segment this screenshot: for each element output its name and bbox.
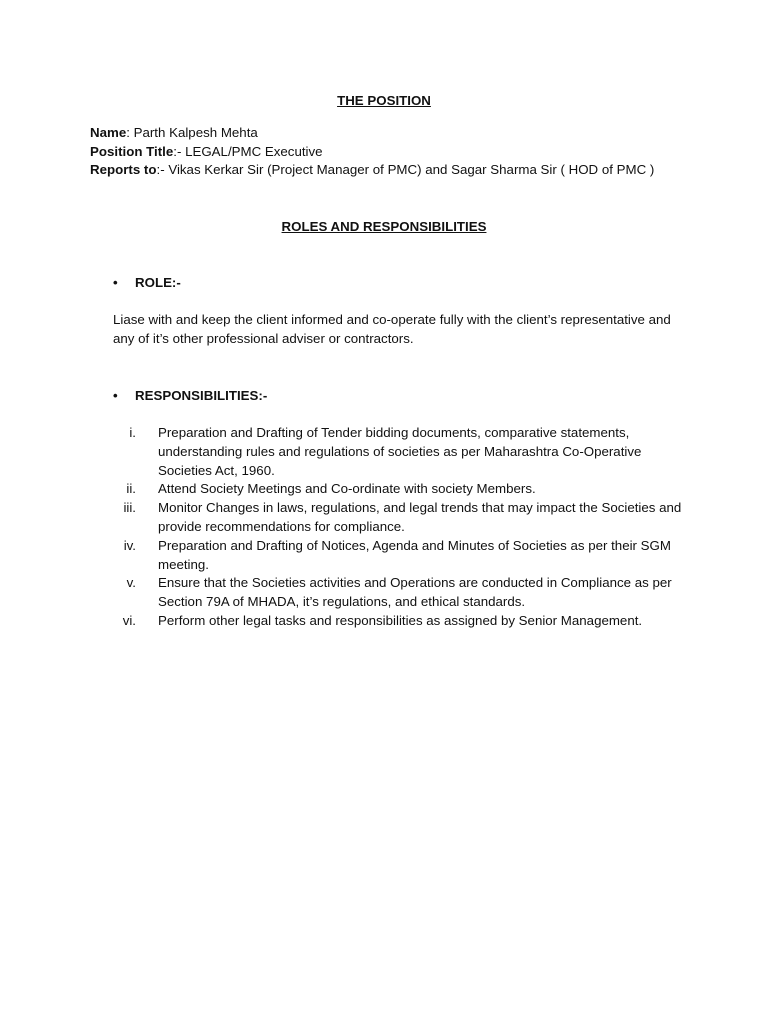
role-heading-text: ROLE:- bbox=[135, 275, 181, 290]
responsibilities-heading bbox=[113, 387, 267, 405]
bullet-icon: • bbox=[113, 388, 118, 403]
list-item-number: i. bbox=[129, 425, 136, 440]
list-item-number: vi. bbox=[122, 612, 136, 628]
name-separator: : bbox=[126, 125, 134, 140]
position-title-separator: :- bbox=[173, 143, 186, 159]
position-title-line bbox=[90, 143, 654, 162]
name-label: Name bbox=[90, 125, 127, 140]
list-item-text: Ensure that the Societies activities and Operations are conducted in Compliance as per Section 79A of MHADA, it’s regulations, and ethical standards. bbox=[158, 575, 672, 610]
responsibilities-heading-text: RESPONSIBILITIES:- bbox=[135, 388, 268, 403]
list-item bbox=[0, 612, 768, 631]
list-item bbox=[0, 537, 768, 575]
reports-to-separator: :- bbox=[156, 162, 169, 178]
position-title-value: LEGAL/PMC Executive bbox=[185, 143, 323, 159]
role-paragraph: Liase with and keep the client informed and co-operate fully with the client’s representative and any of it’s other professional adviser or contractors. bbox=[113, 312, 671, 346]
list-item-text: Perform other legal tasks and responsibilities as assigned by Senior Management. bbox=[158, 612, 643, 628]
list-item bbox=[0, 499, 768, 537]
list-item-number: iii. bbox=[123, 500, 136, 516]
list-item bbox=[0, 574, 768, 612]
name-line bbox=[90, 124, 654, 143]
list-item-text: Preparation and Drafting of Tender bidding documents, comparative statements, understanding rules and regulations of societies as per Maharashtra Co-Operative Societies Act, 1960. bbox=[158, 425, 642, 478]
list-item-text: Monitor Changes in laws, regulations, and legal trends that may impact the Societies and provide recommendations for compliance. bbox=[158, 500, 682, 534]
role-heading bbox=[113, 274, 181, 292]
responsibilities-list bbox=[0, 424, 768, 631]
reports-to-value: Vikas Kerkar Sir (Project Manager of PMC) and Sagar Sharma Sir ( HOD of PMC ) bbox=[168, 162, 655, 178]
list-item-text: Attend Society Meetings and Co-ordinate with society Members. bbox=[158, 481, 536, 497]
position-title-label: Position Title bbox=[90, 143, 174, 159]
list-item-number: ii. bbox=[126, 481, 136, 497]
list-item-number: v. bbox=[126, 575, 136, 591]
list-item-number: iv. bbox=[123, 537, 136, 553]
section-heading: ROLES AND RESPONSIBILITIES bbox=[281, 219, 487, 234]
list-item bbox=[0, 424, 768, 480]
list-item-text: Preparation and Drafting of Notices, Agenda and Minutes of Societies as per their SGM meeting. bbox=[158, 537, 671, 572]
page-title: THE POSITION bbox=[337, 93, 431, 108]
reports-to-label: Reports to bbox=[90, 162, 157, 178]
reports-to-line bbox=[90, 161, 654, 180]
list-item bbox=[0, 480, 768, 499]
position-info bbox=[90, 124, 654, 180]
name-value: Parth Kalpesh Mehta bbox=[133, 125, 258, 140]
bullet-icon: • bbox=[113, 275, 118, 290]
